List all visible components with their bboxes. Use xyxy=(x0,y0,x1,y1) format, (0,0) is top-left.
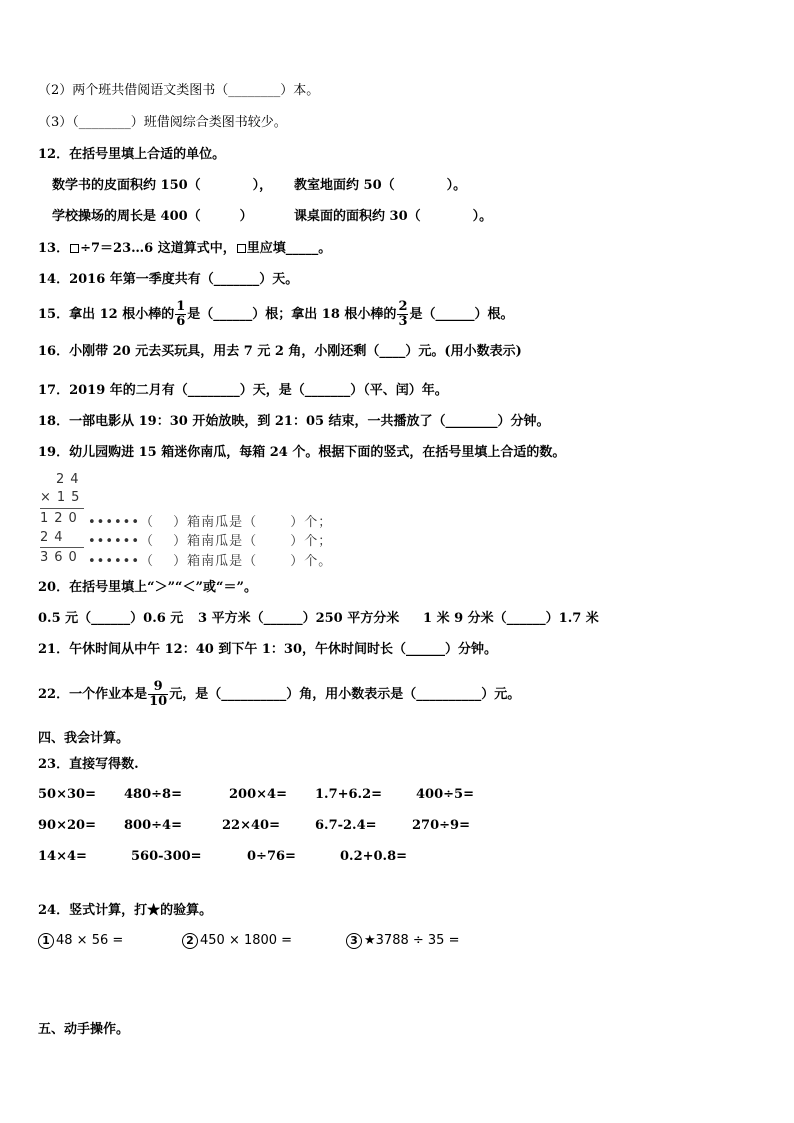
q23-r1-c5: 400÷5= xyxy=(416,787,474,802)
q11-sub3: （3）（________）班借阅综合类图书较少。 xyxy=(38,115,287,130)
q12-title: 12．在括号里填上合适的单位。 xyxy=(38,147,226,162)
vert-tail-2: ••••••（ ）箱南瓜是（ ）个； xyxy=(88,534,333,549)
vert-tail-1: ••••••（ ）箱南瓜是（ ）个； xyxy=(88,515,333,530)
q13-number: 13． xyxy=(38,241,70,256)
q23-r1-c2: 480÷8= xyxy=(124,787,182,802)
q16: 16．小刚带 20 元去买玩具，用去 7 元 2 角，小刚还剩（____）元。(用小数表示) xyxy=(38,344,522,359)
square-box-icon xyxy=(237,244,246,253)
q23-r3-c3: 0÷76= xyxy=(247,849,296,864)
q19-title: 19．幼儿园购进 15 箱迷你南瓜，每箱 24 个。根据下面的竖式，在括号里填上合适的数。 xyxy=(38,445,566,460)
q22 xyxy=(38,678,520,712)
q20-item-c: 1 米 9 分米（______）1.7 米 xyxy=(423,611,599,626)
q15 xyxy=(38,298,514,332)
q24-expr-3: ★3788 ÷ 35 = xyxy=(364,933,460,948)
section-5-heading: 五、动手操作。 xyxy=(38,1022,130,1037)
q14: 14．2016 年第一季度共有（_______）天。 xyxy=(38,272,299,287)
vert-underline xyxy=(40,508,84,509)
q24-title: 24．竖式计算，打★的验算。 xyxy=(38,903,213,918)
q23-r1-c3: 200×4= xyxy=(229,787,287,802)
q12-item-a: 数学书的皮面积约 150（ ）， xyxy=(52,178,273,193)
q12-item-c: 学校操场的周长是 400（ ） xyxy=(52,209,253,224)
vert-row-partial2: 24 xyxy=(40,530,69,545)
vert-row-partial1: 120 xyxy=(40,511,83,526)
q15-part2: 是（______）根；拿出 18 根小棒的 xyxy=(187,307,397,322)
q24-item-1 xyxy=(38,932,123,950)
circled-number-1: 1 xyxy=(38,933,54,949)
q15-part3: 是（______）根。 xyxy=(409,307,514,322)
circled-number-2: 2 xyxy=(182,933,198,949)
q17: 17．2019 年的二月有（________）天，是（_______）（平、闰）年。 xyxy=(38,383,448,398)
q11-sub2: （2）两个班共借阅语文类图书（________）本。 xyxy=(38,83,320,98)
vert-underline xyxy=(40,547,84,548)
q24-item-2 xyxy=(182,932,292,950)
vert-tail-3: ••••••（ ）箱南瓜是（ ）个。 xyxy=(88,554,333,569)
q23-r3-c2: 560-300= xyxy=(131,849,202,864)
q15-part1: 15．拿出 12 根小棒的 xyxy=(38,307,175,322)
vert-row-multiplicand: 24 xyxy=(56,472,85,487)
q13-post: 里应填_____。 xyxy=(246,241,332,256)
vert-row-result: 360 xyxy=(40,550,83,565)
q23-title: 23．直接写得数. xyxy=(38,757,139,772)
q13 xyxy=(38,240,331,258)
q23-r3-c4: 0.2+0.8= xyxy=(340,849,408,864)
q24-expr-2: 450 × 1800 = xyxy=(200,933,293,948)
fraction-1-6 xyxy=(175,300,186,329)
fraction-2-3 xyxy=(397,300,408,329)
fraction-numerator: 9 xyxy=(148,680,168,695)
fraction-numerator: 2 xyxy=(398,299,408,314)
q21: 21．午休时间从中午 12：40 到下午 1：30，午休时间时长（______）分钟。 xyxy=(38,642,497,657)
q13-expression: ÷7＝23…6 这道算式中， xyxy=(80,241,236,256)
q22-part1: 22．一个作业本是 xyxy=(38,687,148,702)
q23-r2-c1: 90×20= xyxy=(38,818,96,833)
q23-r1-c4: 1.7+6.2= xyxy=(315,787,383,802)
fraction-denominator: 6 xyxy=(176,314,186,329)
q12-item-b: 教室地面约 50（ ）。 xyxy=(294,178,467,193)
q22-part2: 元，是（__________）角，用小数表示是（__________）元。 xyxy=(169,687,521,702)
q24-item-3 xyxy=(346,932,459,950)
q23-r2-c3: 22×40= xyxy=(222,818,280,833)
square-box-icon xyxy=(70,244,79,253)
fraction-9-10 xyxy=(148,680,168,709)
q20-item-b: 3 平方米（______）250 平方分米 xyxy=(198,611,400,626)
q23-r1-c1: 50×30= xyxy=(38,787,96,802)
fraction-denominator: 3 xyxy=(398,314,408,329)
fraction-numerator: 1 xyxy=(176,299,186,314)
q18: 18．一部电影从 19：30 开始放映，到 21：05 结束，一共播放了（________）分钟。 xyxy=(38,414,550,429)
q12-item-d: 课桌面的面积约 30（ ）。 xyxy=(294,209,493,224)
q20-title: 20．在括号里填上“＞”“＜”或“＝”。 xyxy=(38,580,257,595)
fraction-denominator: 10 xyxy=(149,694,168,709)
q23-r2-c4: 6.7-2.4= xyxy=(315,818,377,833)
circled-number-3: 3 xyxy=(346,933,362,949)
q23-r3-c1: 14×4= xyxy=(38,849,87,864)
q19-vertical-multiplication xyxy=(40,472,360,568)
q24-expr-1: 48 × 56 = xyxy=(56,933,124,948)
q23-r2-c2: 800÷4= xyxy=(124,818,182,833)
q23-r2-c5: 270÷9= xyxy=(412,818,470,833)
section-4-heading: 四、我会计算。 xyxy=(38,731,130,746)
q20-item-a: 0.5 元（______）0.6 元 xyxy=(38,611,184,626)
vert-row-multiplier: ×15 xyxy=(40,490,86,505)
